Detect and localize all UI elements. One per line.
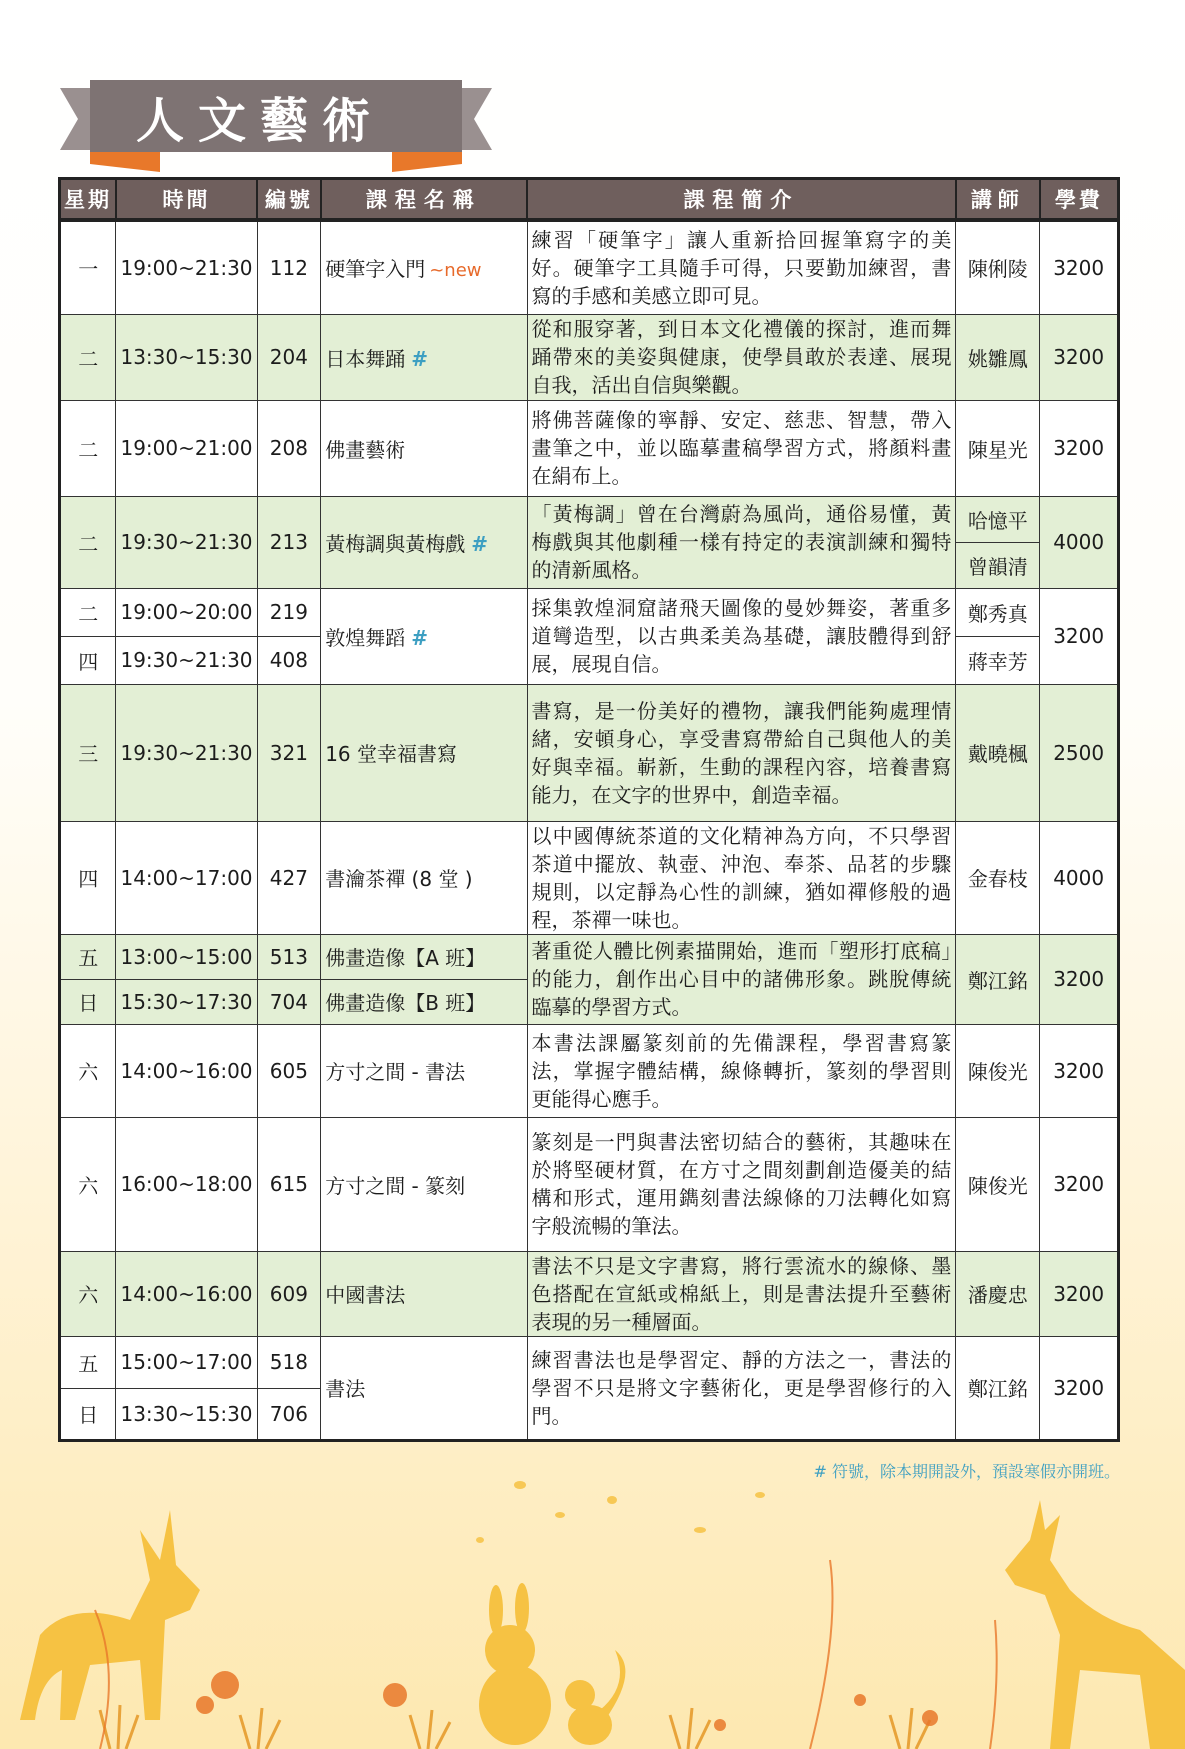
- day-cell: 二: [60, 496, 116, 588]
- course-name-cell: 中國書法: [321, 1251, 527, 1336]
- teacher-cell: 陳俐陵: [956, 220, 1040, 314]
- intro-cell: 練習書法也是學習定、靜的方法之一，書法的學習不只是將文字藝術化，更是學習修行的入門。: [527, 1336, 956, 1440]
- time-cell: 19:00~20:00: [116, 588, 257, 636]
- table-row: [60, 1251, 1119, 1336]
- course-name-cell: 書法: [321, 1336, 527, 1440]
- intro-cell: 篆刻是一門與書法密切結合的藝術，其趣味在於將堅硬材質，在方寸之間刻劃創造優美的結構和形式，運用鐫刻書法線條的刀法轉化如寫字般流暢的筆法。: [527, 1117, 956, 1251]
- time-cell: 15:30~17:30: [116, 979, 257, 1024]
- teacher-cell: 曾韻清: [956, 542, 1040, 588]
- day-cell: 日: [60, 979, 116, 1024]
- course-name-cell: 佛畫藝術: [321, 400, 527, 496]
- leaf-icon: [476, 1481, 765, 1543]
- time-cell: 19:00~21:00: [116, 400, 257, 496]
- time-cell: 13:30~15:30: [116, 314, 257, 400]
- course-name: 敦煌舞蹈: [325, 625, 406, 650]
- table-row: [60, 1024, 1119, 1117]
- deer-right-icon: [1005, 1500, 1185, 1749]
- day-cell: 五: [60, 1336, 116, 1388]
- day-cell: 四: [60, 636, 116, 684]
- day-cell: 二: [60, 314, 116, 400]
- teacher-cell: 鄭秀真: [956, 588, 1040, 636]
- table-row: [60, 1117, 1119, 1251]
- table-row: [60, 934, 1119, 979]
- fee-cell: 2500: [1040, 684, 1119, 821]
- course-schedule-table: [58, 177, 1120, 1442]
- col-day: 星期: [60, 179, 116, 221]
- teacher-cell: 陳俊光: [956, 1117, 1040, 1251]
- teacher-cell: 金春枝: [956, 821, 1040, 934]
- course-name-cell: 佛畫造像【A 班】: [321, 934, 527, 979]
- day-cell: 日: [60, 1388, 116, 1440]
- time-cell: 14:00~16:00: [116, 1251, 257, 1336]
- code-cell: 112: [257, 220, 321, 314]
- fee-cell: 3200: [1040, 1117, 1119, 1251]
- intro-cell: 本書法課屬篆刻前的先備課程，學習書寫篆法，掌握字體結構，線條轉折，篆刻的學習則更能得心應手。: [527, 1024, 956, 1117]
- time-cell: 19:30~21:30: [116, 496, 257, 588]
- time-cell: 15:00~17:00: [116, 1336, 257, 1388]
- day-cell: 六: [60, 1251, 116, 1336]
- col-fee: 學費: [1040, 179, 1119, 221]
- table-row: [60, 314, 1119, 400]
- day-cell: 二: [60, 588, 116, 636]
- code-cell: 213: [257, 496, 321, 588]
- course-name-cell: 書瀹茶禪 (8 堂 ): [321, 821, 527, 934]
- table-row: [60, 496, 1119, 542]
- intro-cell: 「黃梅調」曾在台灣蔚為風尚，通俗易懂，黃梅戲與其他劇種一樣有持定的表演訓練和獨特的清新風格。: [527, 496, 956, 588]
- col-name: 課程名稱: [321, 179, 527, 221]
- fee-cell: 3200: [1040, 400, 1119, 496]
- intro-cell: 從和服穿著，到日本文化禮儀的探討，進而舞踊帶來的美姿與健康，使學員敢於表達、展現自我，活出自信與樂觀。: [527, 314, 956, 400]
- day-cell: 三: [60, 684, 116, 821]
- rabbit-icon: [479, 1583, 551, 1745]
- time-cell: 19:00~21:30: [116, 220, 257, 314]
- intro-cell: 將佛菩薩像的寧靜、安定、慈悲、智慧，帶入畫筆之中，並以臨摹畫稿學習方式，將顏料畫在絹布上。: [527, 400, 956, 496]
- code-cell: 321: [257, 684, 321, 821]
- table-row: [60, 1336, 1119, 1388]
- code-cell: 706: [257, 1388, 321, 1440]
- code-cell: 704: [257, 979, 321, 1024]
- course-name-cell: [321, 314, 527, 400]
- teacher-cell: 戴曉楓: [956, 684, 1040, 821]
- teacher-cell: 哈憶平: [956, 496, 1040, 542]
- table-row: [60, 588, 1119, 636]
- course-name: 日本舞踊: [325, 346, 406, 371]
- day-cell: 六: [60, 1117, 116, 1251]
- code-cell: 518: [257, 1336, 321, 1388]
- day-cell: 五: [60, 934, 116, 979]
- col-intro: 課程簡介: [527, 179, 956, 221]
- table-row: [60, 684, 1119, 821]
- section-title: 人文藝術: [135, 92, 384, 149]
- code-cell: 408: [257, 636, 321, 684]
- course-name-cell: 方寸之間 - 書法: [321, 1024, 527, 1117]
- day-cell: 四: [60, 821, 116, 934]
- new-tag: ~new: [429, 260, 482, 282]
- code-cell: 427: [257, 821, 321, 934]
- teacher-cell: 鄭江銘: [956, 1336, 1040, 1440]
- code-cell: 615: [257, 1117, 321, 1251]
- intro-cell: 練習「硬筆字」讓人重新拾回握筆寫字的美好。硬筆字工具隨手可得，只要勤加練習，書寫的手感和美感立即可見。: [527, 220, 956, 314]
- teacher-cell: 姚雛鳳: [956, 314, 1040, 400]
- squirrel-icon: [565, 1650, 625, 1745]
- code-cell: 219: [257, 588, 321, 636]
- table-row: [60, 400, 1119, 496]
- col-time: 時間: [116, 179, 257, 221]
- footnote: # 符號，除本期開設外，預設寒假亦開班。: [813, 1462, 1120, 1481]
- teacher-cell: 潘慶忠: [956, 1251, 1040, 1336]
- fee-cell: 4000: [1040, 821, 1119, 934]
- fee-cell: 4000: [1040, 496, 1119, 588]
- course-name-cell: [321, 496, 527, 588]
- deer-left-icon: [20, 1510, 200, 1720]
- day-cell: 一: [60, 220, 116, 314]
- table-row: [60, 821, 1119, 934]
- time-cell: 16:00~18:00: [116, 1117, 257, 1251]
- time-cell: 13:00~15:00: [116, 934, 257, 979]
- col-teacher: 講師: [956, 179, 1040, 221]
- code-cell: 208: [257, 400, 321, 496]
- fee-cell: 3200: [1040, 1336, 1119, 1440]
- course-name-cell: [321, 220, 527, 314]
- teacher-cell: 陳俊光: [956, 1024, 1040, 1117]
- winter-mark: #: [411, 625, 428, 650]
- fee-cell: 3200: [1040, 588, 1119, 684]
- time-cell: 13:30~15:30: [116, 1388, 257, 1440]
- table-header-row: [60, 179, 1119, 221]
- col-code: 編號: [257, 179, 321, 221]
- intro-cell: 以中國傳統茶道的文化精神為方向，不只學習茶道中擺放、執壺、沖泡、奉茶、品茗的步驟規則，以定靜為心性的訓練，猶如禪修般的過程，茶禪一味也。: [527, 821, 956, 934]
- table-row: [60, 220, 1119, 314]
- decorative-animal-scene: [0, 1470, 1185, 1749]
- teacher-cell: 陳星光: [956, 400, 1040, 496]
- winter-mark: #: [471, 531, 488, 556]
- intro-cell: 書寫，是一份美好的禮物，讓我們能夠處理情緒，安頓身心，享受書寫帶給自己與他人的美好與幸福。嶄新，生動的課程內容，培養書寫能力，在文字的世界中，創造幸福。: [527, 684, 956, 821]
- time-cell: 14:00~17:00: [116, 821, 257, 934]
- intro-cell: 著重從人體比例素描開始，進而「塑形打底稿」的能力，創作出心目中的諸佛形象。跳脫傳統臨摹的學習方式。: [527, 934, 956, 1024]
- course-name: 黃梅調與黃梅戲: [325, 531, 466, 556]
- fee-cell: 3200: [1040, 934, 1119, 1024]
- intro-cell: 採集敦煌洞窟諸飛天圖像的曼妙舞姿，著重多道彎造型，以古典柔美為基礎，讓肢體得到舒展，展現自信。: [527, 588, 956, 684]
- time-cell: 19:30~21:30: [116, 636, 257, 684]
- code-cell: 204: [257, 314, 321, 400]
- code-cell: 609: [257, 1251, 321, 1336]
- course-name: 硬筆字入門: [325, 257, 426, 282]
- intro-cell: 書法不只是文字書寫，將行雲流水的線條、墨色搭配在宣紙或棉紙上，則是書法提升至藝術表現的另一種層面。: [527, 1251, 956, 1336]
- course-name-cell: 佛畫造像【B 班】: [321, 979, 527, 1024]
- course-name-cell: 16 堂幸福書寫: [321, 684, 527, 821]
- fee-cell: 3200: [1040, 220, 1119, 314]
- course-name-cell: 方寸之間 - 篆刻: [321, 1117, 527, 1251]
- time-cell: 19:30~21:30: [116, 684, 257, 821]
- winter-mark: #: [411, 346, 428, 371]
- code-cell: 513: [257, 934, 321, 979]
- code-cell: 605: [257, 1024, 321, 1117]
- fee-cell: 3200: [1040, 1251, 1119, 1336]
- teacher-cell: 鄭江銘: [956, 934, 1040, 1024]
- day-cell: 二: [60, 400, 116, 496]
- teacher-cell: 蔣幸芳: [956, 636, 1040, 684]
- course-name-cell: [321, 588, 527, 684]
- time-cell: 14:00~16:00: [116, 1024, 257, 1117]
- fee-cell: 3200: [1040, 1024, 1119, 1117]
- day-cell: 六: [60, 1024, 116, 1117]
- fee-cell: 3200: [1040, 314, 1119, 400]
